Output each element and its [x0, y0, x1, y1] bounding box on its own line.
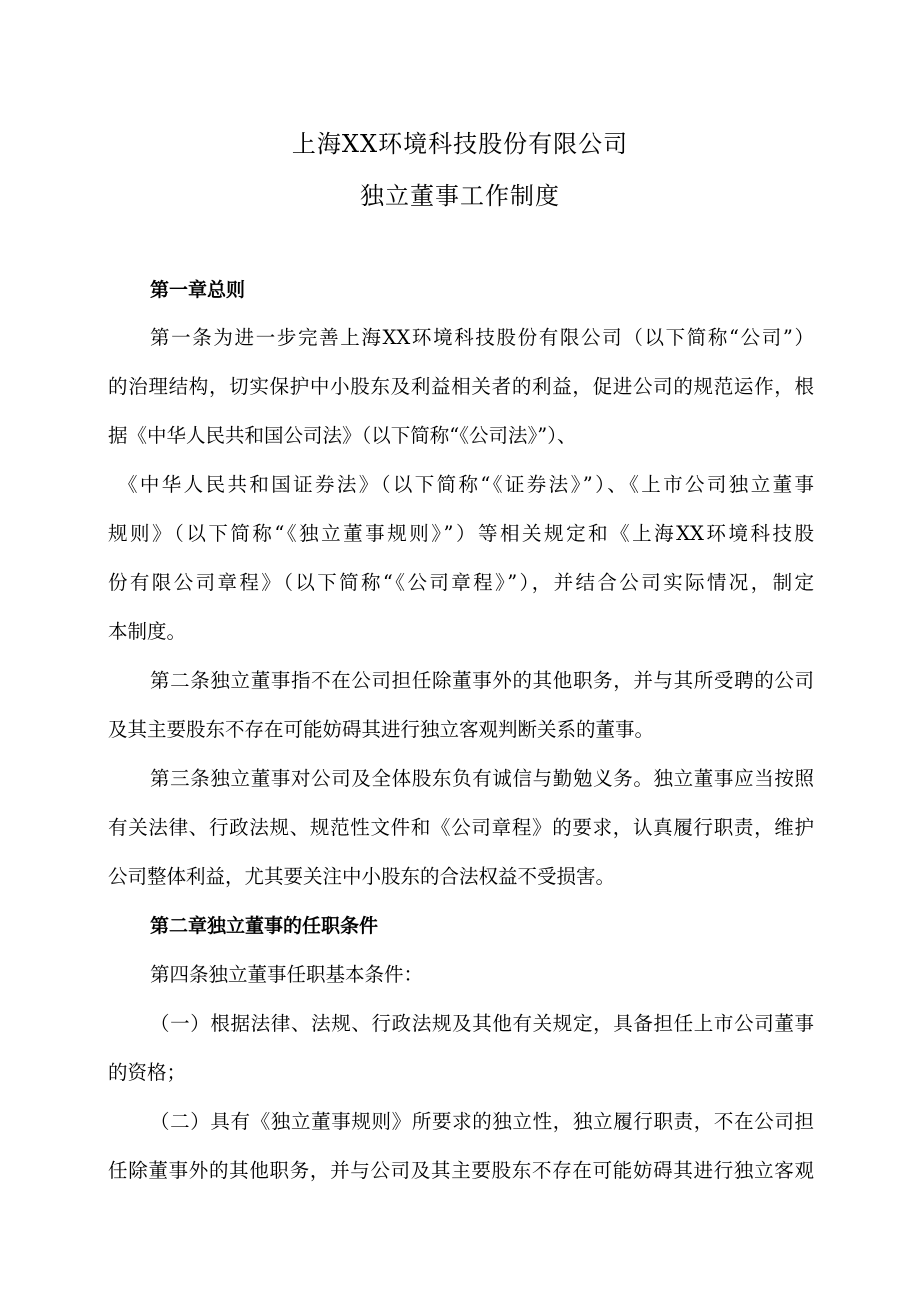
article-1-line-1: 第一条为进一步完善上海XX环境科技股份有限公司（以下简称“公司”）	[150, 326, 814, 349]
article-1-line-5: 规则》（以下简称“《独立董事规则》”）等相关规定和《上海XX环境科技股	[108, 522, 814, 545]
article-4-line-1: 第四条独立董事任职基本条件：	[150, 963, 424, 986]
article-1-line-2: 的治理结构，切实保护中小股东及利益相关者的利益，促进公司的规范运作，根	[108, 375, 814, 398]
article-3-line-2: 有关法律、行政法规、规范性文件和《公司章程》的要求，认真履行职责，维护	[108, 816, 814, 839]
article-4-item-1-line-1: （一）根据法律、法规、行政法规及其他有关规定，具备担任上市公司董事	[150, 1012, 814, 1035]
article-1-line-7: 本制度。	[108, 620, 187, 643]
article-2-line-1: 第二条独立董事指不在公司担任除董事外的其他职务，并与其所受聘的公司	[150, 669, 814, 692]
chapter-1-heading: 第一章总则	[150, 279, 246, 301]
article-4-item-2-line-1: （二）具有《独立董事规则》所要求的独立性，独立履行职责，不在公司担	[150, 1110, 814, 1133]
article-2-line-2: 及其主要股东不存在可能妨碍其进行独立客观判断关系的董事。	[108, 718, 655, 741]
document-title-regulation: 独立董事工作制度	[360, 182, 560, 210]
article-4-item-2-line-2: 任除董事外的其他职务，并与公司及其主要股东不存在可能妨碍其进行独立客观	[108, 1159, 814, 1182]
article-1-line-6: 份有限公司章程》（以下简称“《公司章程》”），并结合公司实际情况，制定	[108, 571, 814, 594]
article-1-line-4: 《中华人民共和国证券法》（以下简称“《证券法》”）、《上市公司独立董事	[118, 473, 814, 496]
article-1-line-3: 据《中华人民共和国公司法》（以下简称“《公司法》”）、	[108, 424, 577, 447]
article-3-line-3: 公司整体利益，尤其要关注中小股东的合法权益不受损害。	[108, 865, 616, 888]
document-title-company: 上海XX环境科技股份有限公司	[291, 130, 629, 158]
article-4-item-1-line-2: 的资格；	[108, 1061, 187, 1084]
chapter-2-heading: 第二章独立董事的任职条件	[150, 915, 379, 937]
article-3-line-1: 第三条独立董事对公司及全体股东负有诚信与勤勉义务。独立董事应当按照	[150, 767, 814, 790]
